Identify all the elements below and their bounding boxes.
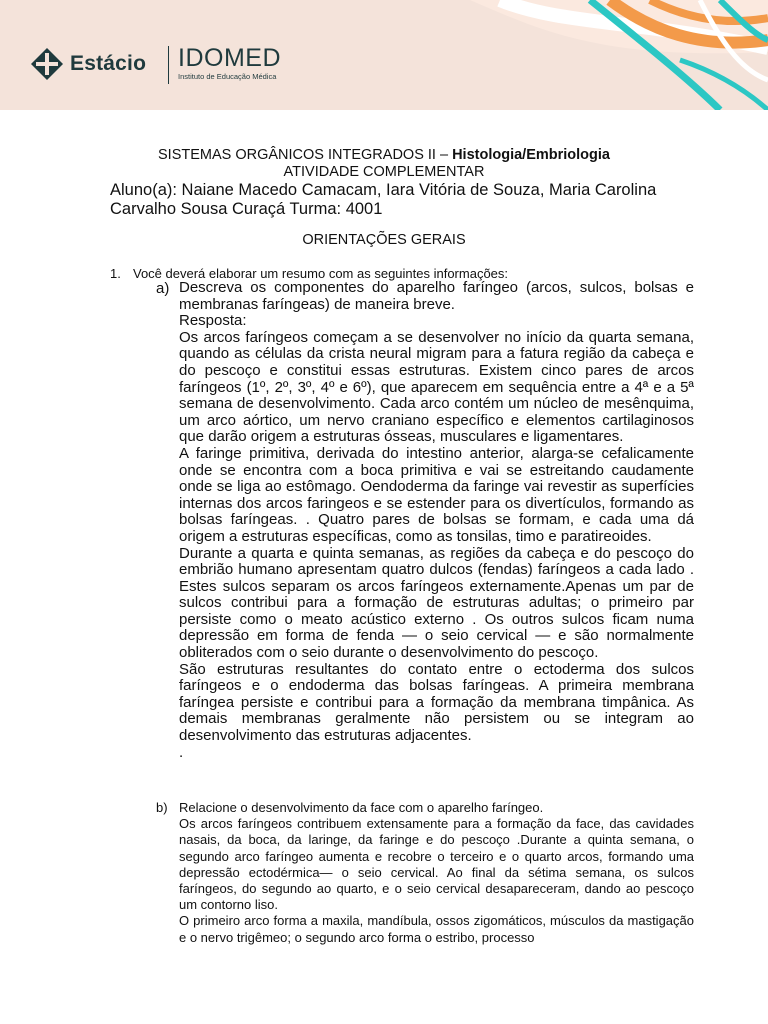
subitem-a-question: Descreva os componentes do aparelho faríngeo (arcos, sulcos, bolsas e membranas faríngeas) de maneira breve. [179,279,694,313]
header-band [0,0,768,110]
student-line-1: Aluno(a): Naiane Macedo Camacam, Iara Vitória de Souza, Maria Carolina [110,181,657,199]
list-item-text: Você deverá elaborar um resumo com as seguintes informações: [133,266,509,281]
subitem-b-body [179,800,694,946]
estacio-logo [30,47,146,81]
subitem-b-label: b) [156,800,168,815]
logo-divider [168,46,169,84]
document-subtitle: ATIVIDADE COMPLEMENTAR [283,164,485,180]
idomed-tagline: Instituto de Educação Médica [178,72,277,81]
answer-paragraph: Durante a quarta e quinta semanas, as regiões da cabeça e do pescoço do embrião humano apresentam quatro dulcos (fendas) faríngeos a cada lado . Estes sulcos separam os arcos faríngeos externamente.Apenas um par de sulcos contribui para a formação de estruturas adultas; o primeiro par persiste como o meato acústico externo . Os outros sulcos ficam numa depressão em forma de fenda — o seio cervical — e são normalmente obliterados com o seio durante o desenvolvimento do pescoço. [179,544,694,662]
answer-paragraph: A faringe primitiva, derivada do intestino anterior, alarga-se cefalicamente onde se encontra com a boca primitiva e vai se estreitando caudamente onde se liga ao estômago. Oendoderma da faringe vai revestir as superfícies internas dos arcos faringeos e se estender para os divertículos, formando as bolsas faríngeas. . Quatro pares de bolsas se formam, e cada uma dá origem a estruturas específicas, como as tonsilas, timo e paratireoides. [179,444,694,545]
answer-paragraph: Os arcos faríngeos começam a se desenvolver no início da quarta semana, quando as células da crista neural migram para a fatura região da cabeça e do pescoço e constitui essas estruturas. Existem cinco pares de arcos faríngeos (1º, 2º, 3º, 4º e 6º), que aparecem em sequência entre a 4ª e a 5ª semana de desenvolvimento. Cada arco contém um núcleo de mesênquima, um arco aórtico, um nervo craniano específico e elementos cartilaginosos que darão origem a estruturas ósseas, musculares e ligamentares. [179,328,694,446]
title-bold: Histologia/Embriologia [452,147,610,163]
idomed-logo [178,44,281,81]
estacio-wordmark: Estácio [70,52,147,75]
answer-paragraph: São estruturas resultantes do contato entre o ectoderma dos sulcos faríngeos e o endoderma das bolsas faríngeas. A primeira membrana faríngea persiste e contribui para a formação da membrana timpânica. As demais membranas geralmente não persistem ou se integram ao desenvolvimento das estruturas adjacentes. [179,660,694,745]
estacio-diamond-icon [30,47,64,81]
title-prefix: SISTEMAS ORGÂNICOS INTEGRADOS II – [158,147,453,163]
list-item-number: 1. [110,266,121,281]
subitem-a-body [179,280,694,761]
section-title: ORIENTAÇÕES GERAIS [302,232,466,248]
student-line-2: Carvalho Sousa Curaçá Turma: 4001 [110,200,383,218]
subitem-a-label: a) [156,280,170,297]
answer-paragraph: . [179,743,184,761]
idomed-wordmark: IDOMED [178,44,281,72]
subitem-b-question: Relacione o desenvolvimento da face com o aparelho faríngeo. [179,800,544,815]
answer-label: Resposta: [179,312,247,330]
answer-paragraph: Os arcos faríngeos contribuem extensamente para a formação da face, das cavidades nasais, da boca, da laringe, da faringe e do pescoço .Durante a quinta semana, o segundo arco faríngeo aumenta e recobre o terceiro e o quarto arcos, formando uma depressão ectodérmica— o seio cervical. Ao final da sétima semana, os sulcos faríngeos, do segundo ao quarto, e o seio cervical desapareceram, dando ao pescoço um contorno liso. [179,816,694,913]
document-title [0,147,768,163]
answer-paragraph: O primeiro arco forma a maxila, mandíbula, ossos zigomáticos, músculos da mastigação e o nervo trigêmeo; o segundo arco forma o estribo, processo [179,913,694,945]
